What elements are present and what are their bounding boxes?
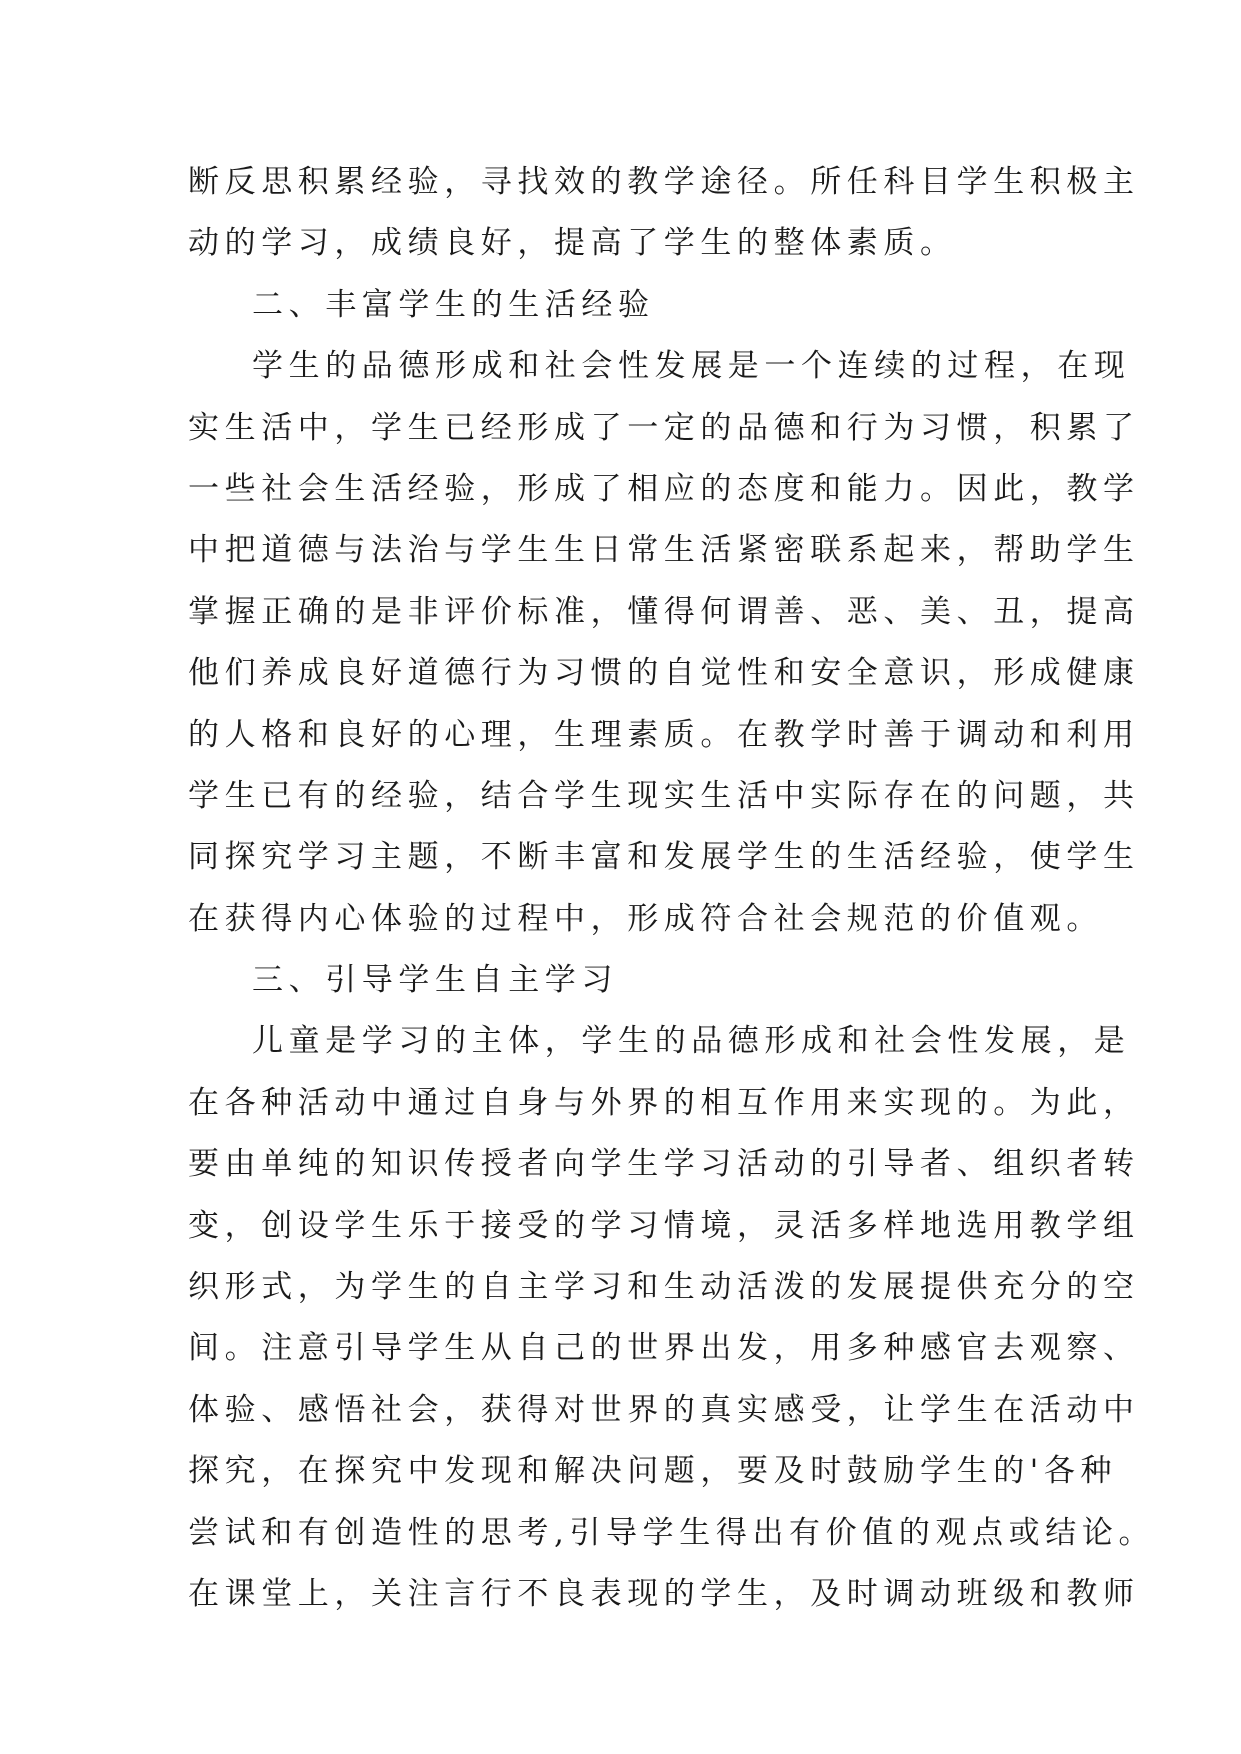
text-line: 在各种活动中通过自身与外界的相互作用来实现的。为此， (188, 1084, 1140, 1121)
text-line: 在获得内心体验的过程中，形成符合社会规范的价值观。 (188, 900, 1103, 937)
text-line: 变，创设学生乐于接受的学习情境，灵活多样地选用教学组 (188, 1207, 1140, 1244)
text-line: 实生活中，学生已经形成了一定的品德和行为习惯，积累了 (188, 409, 1140, 446)
text-line: 三、引导学生自主学习 (252, 962, 618, 999)
text-line: 断反思积累经验，寻找效的教学途径。所任科目学生积极主 (188, 164, 1140, 200)
text-line: 掌握正确的是非评价标准，懂得何谓善、恶、美、丑，提高 (188, 593, 1140, 630)
text-line: 的人格和良好的心理，生理素质。在教学时善于调动和利用 (188, 716, 1140, 753)
text-line: 要由单纯的知识传授者向学生学习活动的引导者、组织者转 (188, 1146, 1140, 1183)
text-line: 一些社会生活经验，形成了相应的态度和能力。因此，教学 (188, 470, 1140, 507)
text-line: 他们养成良好道德行为习惯的自觉性和安全意识，形成健康 (188, 655, 1140, 692)
text-line: 学生的品德形成和社会性发展是一个连续的过程，在现 (252, 348, 1131, 385)
text-line: 儿童是学习的主体，学生的品德形成和社会性发展，是 (252, 1023, 1131, 1060)
text-line: 学生已有的经验，结合学生现实生活中实际存在的问题，共 (188, 777, 1140, 814)
text-line: 同探究学习主题，不断丰富和发展学生的生活经验，使学生 (188, 839, 1140, 876)
text-line: 中把道德与法治与学生生日常生活紧密联系起来，帮助学生 (188, 532, 1140, 569)
document-body (188, 152, 1156, 1625)
text-line: 尝试和有创造性的思考,引导学生得出有价值的观点或结论。 (188, 1514, 1156, 1551)
text-line: 体验、感悟社会，获得对世界的真实感受，让学生在活动中 (188, 1391, 1140, 1428)
text-line: 二、丰富学生的生活经验 (252, 286, 655, 323)
text-line: 间。注意引导学生从自己的世界出发，用多种感官去观察、 (188, 1330, 1140, 1367)
text-line: 探究，在探究中发现和解决问题，要及时鼓励学生的'各种 (188, 1453, 1118, 1490)
text-line: 织形式，为学生的自主学习和生动活泼的发展提供充分的空 (188, 1269, 1140, 1306)
text-line: 在课堂上，关注言行不良表现的学生，及时调动班级和教师 (188, 1575, 1140, 1612)
text-line: 动的学习，成绩良好，提高了学生的整体素质。 (188, 225, 957, 262)
